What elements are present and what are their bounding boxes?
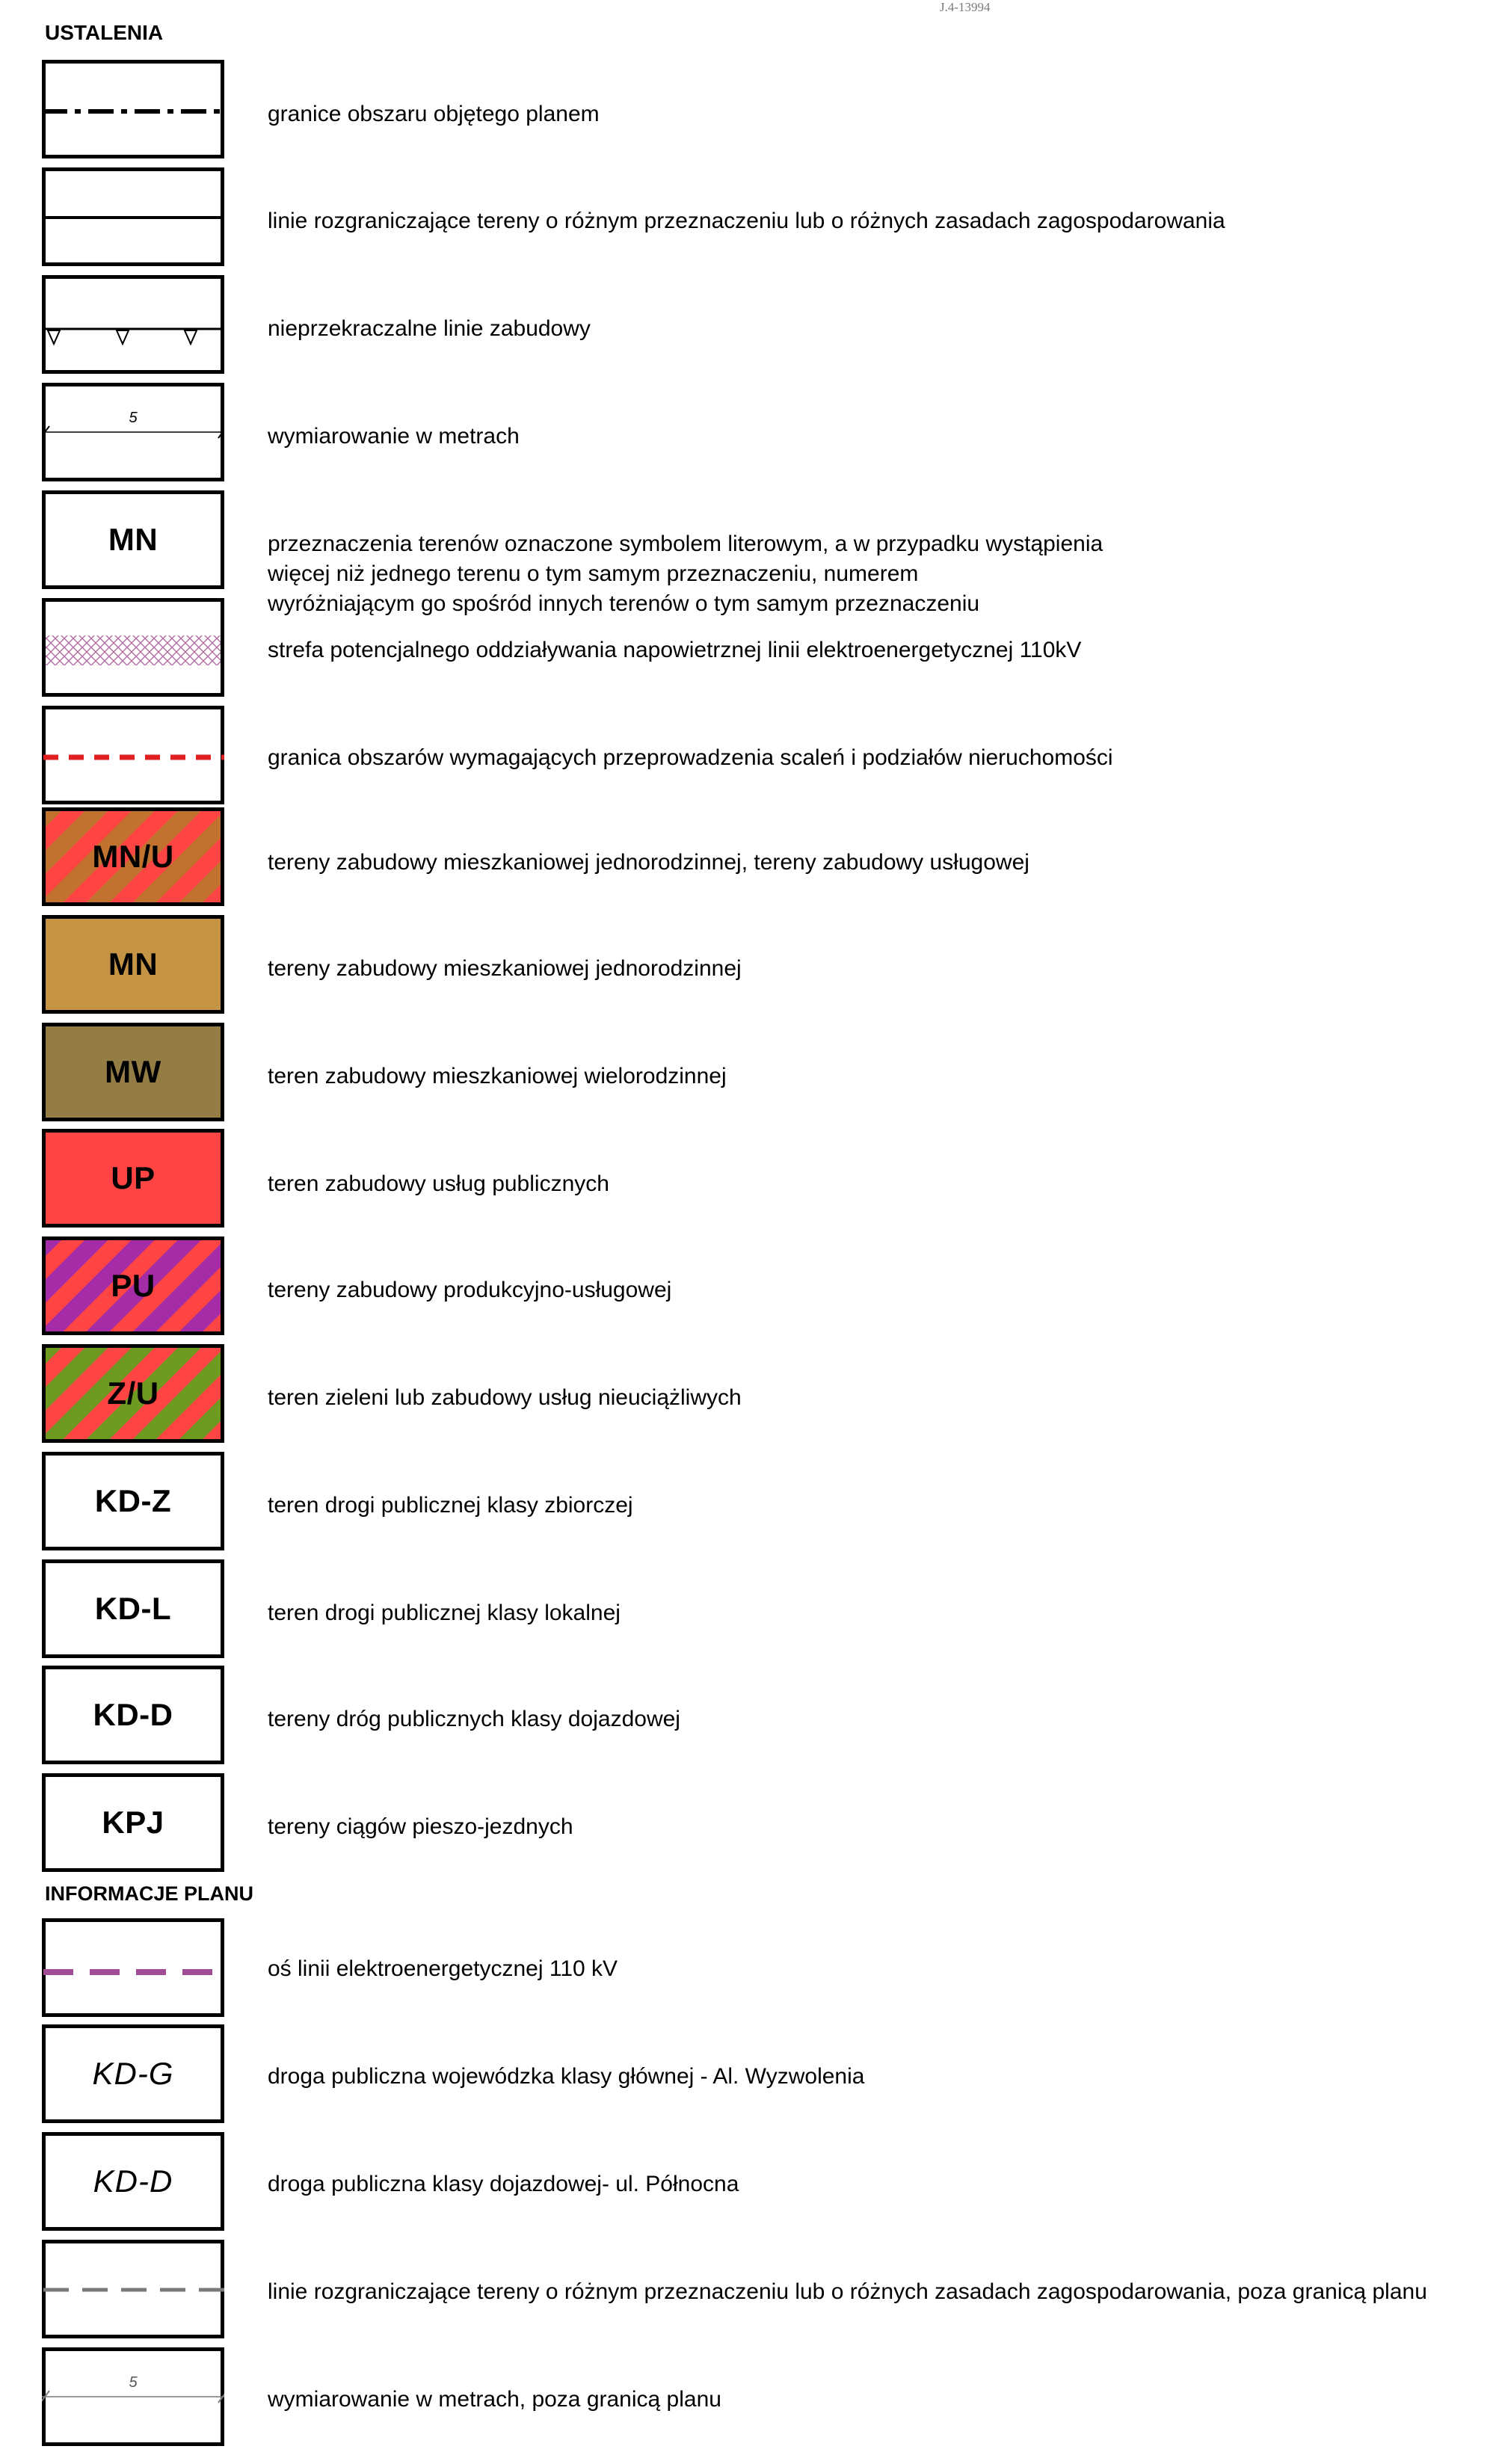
crosshatch-zone-icon [42,598,224,697]
legend-label-plan-boundary: granice obszaru objętego planem [268,102,600,126]
legend-label-dimensioning: wymiarowanie w metrach [268,424,520,449]
legend-label-kd-d-info: droga publiczna klasy dojazdowej- ul. Północna [268,2172,739,2196]
legend-symbol-dividing-lines [42,167,224,266]
gray-dashed-line-icon [42,2240,224,2338]
legend-symbol-up [42,1129,224,1228]
building-line-triangles-icon [42,275,224,374]
kd-g-info-code: KD-G [92,2056,174,2091]
kd-d-info-code: KD-D [93,2163,173,2199]
dimension-line-icon [42,383,224,481]
legend-label-mn: tereny zabudowy mieszkaniowej jednorodzinnej [268,956,742,981]
kd-l-code: KD-L [94,1591,172,1626]
land-use-code-line3: wyróżniającym go spośród innych terenów o tym samym przeznaczeniu [268,591,980,616]
legend-label-kd-l: teren drogi publicznej klasy lokalnej [268,1601,621,1625]
legend-label-up: teren zabudowy usług publicznych [268,1171,609,1196]
legend-symbol-axis-110 [42,1918,224,2017]
legend-label-dividing-lines: linie rozgraniczające tereny o różnym przeznaczeniu lub o różnych zasadach zagospodarowania [268,209,1225,233]
legend-label-kd-d: tereny dróg publicznych klasy dojazdowej [268,1707,680,1731]
dash-dot-line-icon [42,60,224,158]
legend-label-merge-areas: granica obszarów wymagających przeprowadzenia scaleń i podziałów nieruchomości [268,745,1113,770]
legend-symbol-mn [42,915,224,1014]
gray-dimension-line-icon [42,2347,224,2446]
legend-symbol-plan-boundary [42,60,224,158]
dimension-value: 5 [129,410,138,426]
legend-symbol-mn-u [42,807,224,906]
legend-label-building-lines: nieprzekraczalne linie zabudowy [268,316,591,341]
legend-symbol-kpj [42,1773,224,1872]
mn-u-code: MN/U [92,839,174,874]
legend-label-pu: tereny zabudowy produkcyjno-usługowej [268,1278,672,1302]
legend-symbol-dimensioning [42,383,224,481]
legend-label-land-use-code [268,529,1103,619]
mw-code: MW [105,1054,161,1089]
legend-label-mn-u: tereny zabudowy mieszkaniowej jednorodzinnej, tereny zabudowy usługowej [268,850,1029,875]
section-title-ustalenia: USTALENIA [45,21,164,44]
up-code: UP [111,1160,156,1195]
legend-label-kpj: tereny ciągów pieszo-jezdnych [268,1814,573,1839]
solid-line-icon [42,167,224,266]
legend-symbol-mw [42,1023,224,1121]
legend-symbol-building-lines [42,275,224,374]
legend-label-z-u: teren zieleni lub zabudowy usług nieuciążliwych [268,1385,742,1410]
legend-symbol-z-u [42,1344,224,1443]
legend-label-kd-z: teren drogi publicznej klasy zbiorczej [268,1493,633,1518]
legend-symbol-pu [42,1236,224,1335]
legend-symbol-kd-z [42,1452,224,1550]
legend-symbol-kd-d [42,1666,224,1764]
mn-code: MN [108,946,158,982]
legend-symbol-dimensioning-outside [42,2347,224,2446]
document-id: J.4-13994 [940,0,991,14]
legend-label-power-zone: strefa potencjalnego oddziaływania napowietrznej linii elektroenergetycznej 110kV [268,638,1082,662]
z-u-code: Z/U [107,1376,159,1411]
land-use-code-line2: więcej niż jednego terenu o tym samym przeznaczeniu, numerem [268,561,919,586]
purple-dashed-line-icon [42,1918,224,2017]
legend-symbol-power-zone [42,598,224,697]
legend-label-axis-110: oś linii elektroenergetycznej 110 kV [268,1956,618,1981]
legend-symbol-merge-areas [42,706,224,804]
section-title-informacje: INFORMACJE PLANU [45,1882,254,1905]
pu-code: PU [111,1268,156,1303]
legend-label-mw: teren zabudowy mieszkaniowej wielorodzinnej [268,1064,727,1088]
legend-symbol-dividing-outside [42,2240,224,2338]
land-use-code-line1: przeznaczenia terenów oznaczone symbolem literowym, a w przypadku wystąpienia [268,532,1103,556]
red-dashed-line-icon [42,706,224,804]
kd-z-code: KD-Z [94,1483,172,1518]
kpj-code: KPJ [102,1805,164,1840]
legend-label-kd-g-info: droga publiczna wojewódzka klasy głównej - Al. Wyzwolenia [268,2064,865,2089]
kd-d-code: KD-D [93,1697,173,1732]
legend-symbol-kd-g-info [42,2024,224,2123]
legend-symbol-kd-d-info [42,2132,224,2231]
land-use-code: MN [108,522,158,557]
dimension-outside-value: 5 [129,2374,138,2391]
legend-label-dimensioning-outside: wymiarowanie w metrach, poza granicą planu [268,2387,721,2412]
legend-label-dividing-outside: linie rozgraniczające tereny o różnym przeznaczeniu lub o różnych zasadach zagospodarowania, poza granicą planu [268,2279,1427,2304]
legend-symbol-kd-l [42,1559,224,1658]
legend-symbol-land-use-code [42,490,224,589]
